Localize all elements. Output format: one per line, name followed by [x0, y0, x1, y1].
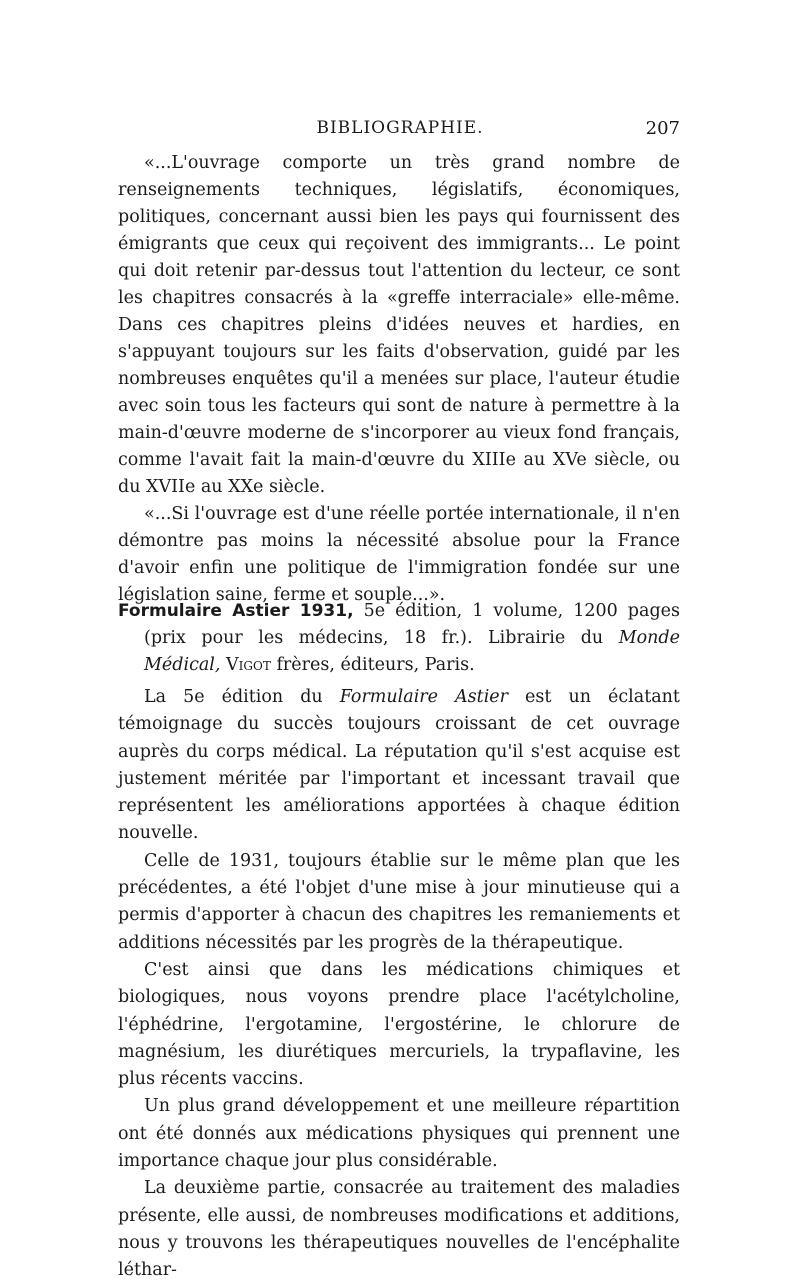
entry-title: Formulaire Astier 1931,	[118, 601, 354, 621]
quoted-review	[118, 150, 680, 609]
running-header	[120, 118, 680, 148]
body-p1-title: Formulaire Astier	[339, 687, 509, 707]
body-p1-end: est un éclatant témoignage du succès toujours croissant de cet ouvrage auprès du corps médical. La réputation qu'il s'est acquise est justement méritée par l'important et incessant travail que représentent les améliorations apportées à chaque édition nouvelle.	[118, 687, 680, 844]
entry-details-a: 5e édition, 1 volume, 1200 pages (prix pour les médecins, 18 fr.). Librairie du	[144, 601, 680, 648]
body-paragraph-5: La deuxième partie, consacrée au traitement des maladies présente, elle aussi, de nombreuses modifications et additions, nous y trouvons les thérapeutiques nouvelles de l'encéphalite léthar-	[118, 1178, 680, 1281]
bibliographic-entry	[118, 598, 680, 679]
body-paragraph-4: Un plus grand développement et une meilleure répartition ont été donnés aux médications physiques qui prennent une importance chaque jour plus considérable.	[118, 1096, 680, 1172]
body-paragraph-3: C'est ainsi que dans les médications chimiques et biologiques, nous voyons prendre place l'acétylcholine, l'éphédrine, l'ergotamine, l'ergostérine, le chlorure de magnésium, les diurétiques mercuriels, la trypaflavine, les plus récents vaccins.	[118, 959, 680, 1090]
entry-reference	[118, 598, 680, 679]
body-paragraph-2: Celle de 1931, toujours établie sur le même plan que les précédentes, a été l'objet d'une mise à jour minutieuse qui a permis d'apporter à chacun des chapitres les remaniements et additions nécessités par les progrès de la thérapeutique.	[118, 850, 680, 953]
review-body	[118, 684, 680, 1285]
running-title: BIBLIOGRAPHIE.	[316, 118, 484, 138]
body-paragraph-1	[118, 684, 680, 848]
page-number: 207	[645, 118, 680, 139]
entry-publisher: Vigot	[226, 655, 271, 675]
quote-paragraph-2: «...Si l'ouvrage est d'une réelle portée internationale, il n'en démontre pas moins la nécessité absolue pour la France d'avoir enfin une politique de l'immigration fondée sur une législation saine, ferme et souple...».	[118, 504, 680, 605]
quote-paragraph-1: «...L'ouvrage comporte un très grand nombre de renseignements techniques, législatifs, économiques, politiques, concernant aussi bien les pays qui fournissent des émigrants que ceux qui reçoivent des immigrants... Le point qui doit retenir par-dessus tout l'attention du lecteur, ce sont les chapitres consacrés à la «greffe interraciale» elle-même. Dans ces chapitres pleins d'idées neuves et hardies, en s'appuyant toujours sur les faits d'observation, guidé par les nombreuses enquêtes qu'il a menées sur place, l'auteur étudie avec soin tous les facteurs qui sont de nature à permettre à la main-d'œuvre moderne de s'incorporer au vieux fond français, comme l'avait fait la main-d'œuvre du XIIIe au XVe siècle, ou du XVIIe au XXe siècle.	[118, 153, 680, 497]
entry-details-b: frères, éditeurs, Paris.	[276, 655, 475, 675]
entry-journal: Monde Médical,	[144, 628, 680, 675]
body-p1-start: La 5e édition du	[144, 687, 323, 707]
